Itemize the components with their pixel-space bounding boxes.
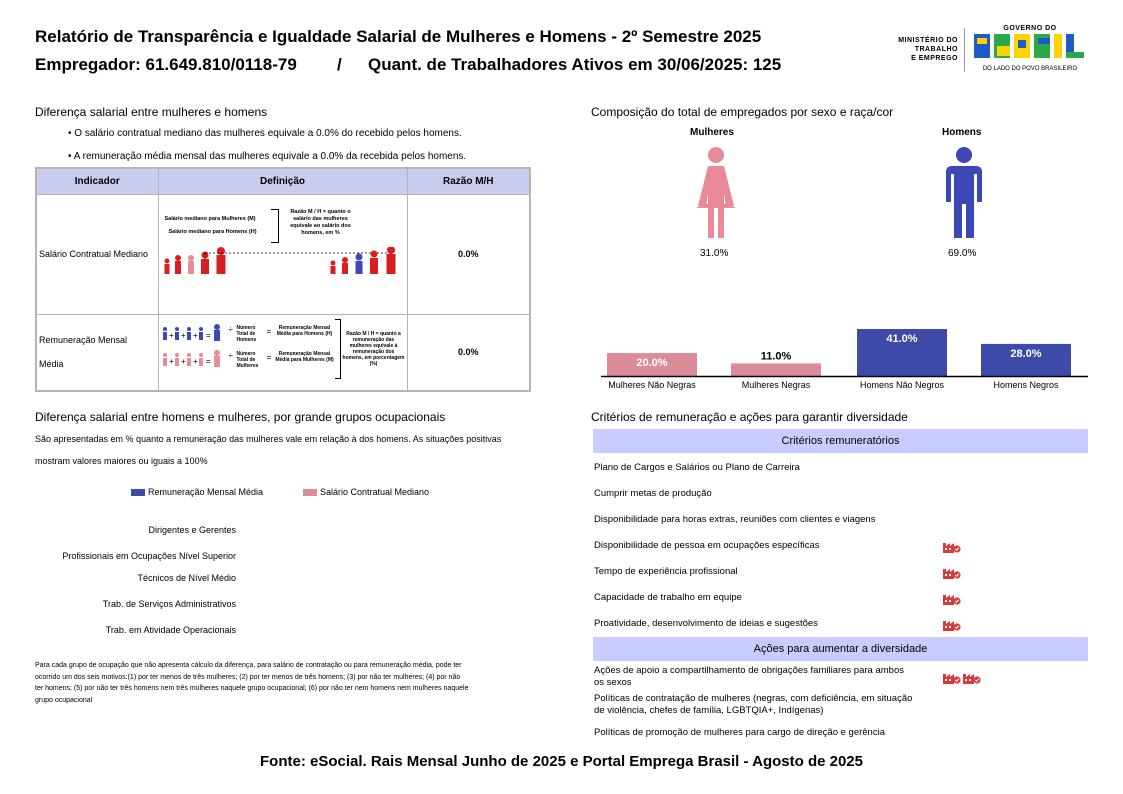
ministry-line3: E EMPREGO [911, 55, 958, 62]
source-footer: Fonte: eSocial. Rais Mensal Junho de 2025 e Portal Emprega Brasil - Agosto de 2025 [260, 753, 863, 770]
svg-text:+: + [192, 330, 198, 340]
bar-value-label: 20.0% [636, 357, 668, 370]
occupation-group: Dirigentes e Gerentes [148, 525, 236, 535]
occupational-title: Diferença salarial entre homens e mulheres, por grande grupos ocupacionais [35, 410, 446, 424]
bar-category-label: Mulheres Negras [741, 380, 811, 390]
legend-swatch-median [303, 489, 317, 496]
bar-category-label: Homens Negros [993, 380, 1059, 390]
def-avg-men: Remuneração Mensal Média para Homens (H) [276, 324, 333, 337]
svg-text:+: + [180, 356, 186, 366]
divide-icon-men: ÷ [228, 324, 233, 334]
bar-category-label: Mulheres Não Negras [608, 380, 696, 390]
criteria-item: Tempo de experiência profissional [594, 566, 738, 577]
row1-label: Salário Contratual Mediano [36, 194, 158, 314]
footnote-line: grupo ocupacional [35, 696, 93, 704]
bar-value-label: 28.0% [1010, 347, 1042, 360]
factory-check-icon [942, 592, 962, 604]
action-item: Políticas de contratação de mulheres (negras, com deficiência, em situação de violência, chefes de família, LGBTQIA+, Indígenas) [594, 693, 913, 716]
indicator-table [35, 167, 531, 392]
bar-category-label: Homens Não Negros [859, 380, 945, 390]
criteria-title: Critérios de remuneração e ações para garantir diversidade [591, 410, 908, 424]
legend-swatch-avg [131, 489, 145, 496]
row1-value: 0.0% [407, 194, 530, 314]
factory-check-icon [942, 671, 962, 683]
factory-check-icon [942, 566, 962, 578]
criteria-header: Critérios remuneratórios [593, 429, 1088, 453]
criteria-item: Proatividade, desenvolvimento de ideias e sugestões [594, 618, 818, 629]
occupational-footnote [35, 660, 535, 706]
active-workers: Quant. de Trabalhadores Ativos em 30/06/2025: 125 [368, 55, 782, 74]
def-ratio-median: Razão M / H = quanto o salário das mulheres equivale ao salário dos homens, em % [290, 208, 351, 236]
def-median-men: Salário mediano para Homens (H) [168, 228, 257, 235]
def-ratio-avg: Razão M / H = quanto a remuneração das mulheres equivale à remuneração dos homens, em porcentagem (%) [342, 330, 405, 367]
brasil-wordmark-icon [974, 32, 1086, 60]
women-pct: 31.0% [700, 248, 729, 259]
factory-check-icon [942, 540, 962, 552]
men-label: Homens [942, 127, 982, 138]
row2-label [36, 314, 158, 391]
criteria-item: Disponibilidade de pessoa em ocupações específicas [594, 540, 820, 551]
def-brace [271, 209, 279, 243]
legend-median: Salário Contratual Mediano [320, 487, 430, 497]
footnote-line: ocorrido um dos seis motivos:(1) por ter menos de três mulheres; (2) por ter menos de três homens; (3) por não ter mulheres; (4) por não [35, 673, 461, 681]
composition-title: Composição do total de empregados por sexo e raça/cor [591, 105, 894, 119]
gov-top-text: GOVERNO DO [1003, 25, 1057, 32]
factory-check-icon [942, 618, 962, 630]
ministry-line2: TRABALHO [914, 46, 958, 53]
def-avg-women: Remuneração Mensal Média para Mulheres (M) [275, 350, 334, 363]
action-item: Políticas de promoção de mulheres para cargo de direção e gerência [594, 727, 885, 738]
row1-definition [158, 194, 407, 314]
occupation-group: Trab. de Serviços Administrativos [102, 599, 236, 609]
bar-value-label: 41.0% [886, 333, 918, 345]
gov-brasil-logo [974, 25, 1086, 75]
bar-value-label: 11.0% [760, 350, 792, 363]
men-pct: 69.0% [948, 248, 977, 259]
factory-check-icon [962, 671, 982, 683]
logo-divider [964, 28, 965, 72]
ministry-line1: MINISTÉRIO DO [898, 37, 958, 44]
col-definition: Definição [158, 168, 407, 194]
def-brace-2 [335, 319, 341, 379]
man-icon [942, 146, 986, 238]
svg-text:=: = [205, 356, 211, 366]
col-indicator: Indicador [36, 168, 158, 194]
criteria-item: Cumprir metas de produção [594, 488, 712, 499]
people-formula-icon [161, 323, 231, 371]
svg-text:=: = [205, 330, 211, 340]
salary-gap-bullet-1: • O salário contratual mediano das mulheres equivale a 0.0% do recebido pelos homens. [68, 128, 462, 139]
woman-icon [694, 146, 738, 238]
row2-definition [158, 314, 407, 391]
women-label: Mulheres [690, 127, 734, 138]
equals-icon-men: = [266, 326, 272, 336]
criteria-item: Capacidade de trabalho em equipe [594, 592, 742, 603]
action-item: Ações de apoio a compartilhamento de obrigações familiares para ambos os sexos [594, 665, 904, 688]
criteria-item: Plano de Cargos e Salários ou Plano de Carreira [594, 462, 800, 473]
header-separator: / [337, 55, 342, 74]
occupation-group: Trab. em Atividade Operacionais [105, 625, 236, 635]
svg-text:+: + [180, 330, 186, 340]
race-sex-bar-chart [591, 320, 1091, 394]
row2-label-b: Média [39, 359, 64, 370]
svg-text:+: + [192, 356, 198, 366]
svg-text:+: + [168, 356, 174, 366]
footnote-line: Para cada grupo de ocupação que não apresenta cálculo da diferença, para salário de contratação ou para remuneração média, pode ter [35, 662, 462, 669]
def-median-women: Salário mediano para Mulheres (M) [164, 215, 256, 222]
def-total-men: Número Total de Homens [236, 324, 257, 343]
actions-header: Ações para aumentar a diversidade [593, 637, 1088, 661]
occupation-group: Técnicos de Nível Médio [137, 573, 236, 583]
people-row-median-icon [161, 247, 407, 287]
col-ratio: Razão M/H [407, 168, 530, 194]
gov-slogan: DO LADO DO POVO BRASILEIRO [982, 66, 1078, 72]
legend-avg: Remuneração Mensal Média [148, 487, 264, 497]
ministry-logo [880, 36, 958, 63]
salary-gap-bullet-2: • A remuneração média mensal das mulheres equivale a 0.0% da recebida pelos homens. [68, 151, 467, 162]
occupational-desc-1: São apresentadas em % quanto a remuneração das mulheres vale em relação à dos homens. As situações positivas [35, 434, 502, 444]
row2-value: 0.0% [407, 314, 530, 391]
def-total-women: Número Total de Mulheres [236, 350, 259, 369]
report-title: Relatório de Transparência e Igualdade Salarial de Mulheres e Homens - 2º Semestre 2025 [35, 27, 762, 46]
equals-icon-women: = [266, 352, 272, 362]
svg-text:+: + [168, 330, 174, 340]
criteria-item: Disponibilidade para horas extras, reuniões com clientes e viagens [594, 514, 876, 525]
row2-label-a: Remuneração Mensal [39, 335, 128, 346]
employer-id: Empregador: 61.649.810/0118-79 [35, 55, 297, 74]
footnote-line: ter homens; (5) por não ter três homens nem três mulheres naquele grupo ocupacional; (6) por não ter nem homens nem mulheres naquele [35, 685, 469, 692]
occupational-desc-2: mostram valores maiores ou iguais a 100% [35, 456, 208, 466]
bar-1 [731, 363, 821, 376]
divide-icon-women: ÷ [228, 350, 233, 360]
salary-gap-title: Diferença salarial entre mulheres e homens [35, 105, 268, 119]
occupation-group: Profissionais em Ocupações Nível Superior [62, 551, 236, 561]
